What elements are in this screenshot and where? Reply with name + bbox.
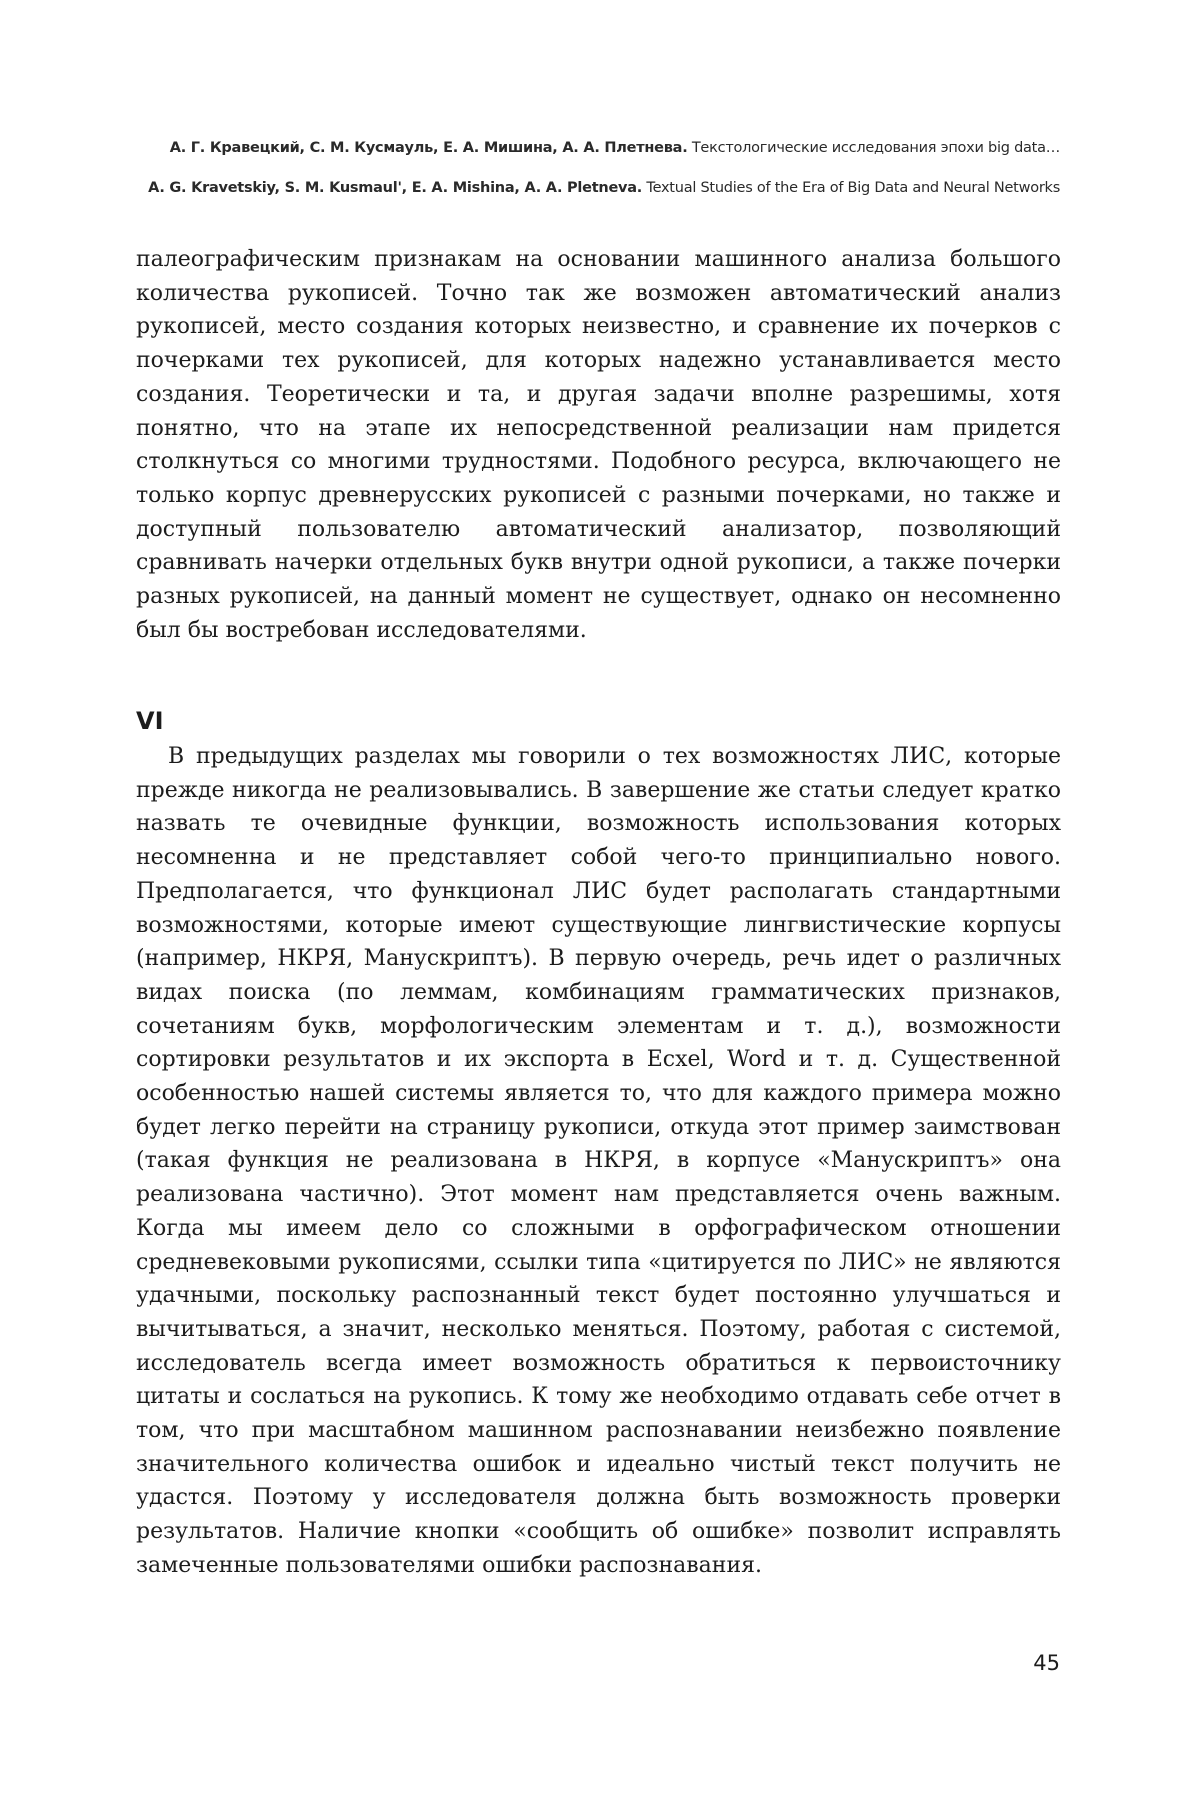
- continued-paragraph: палеографическим признакам на основании машинного анализа большого количества рукописей. Точно так же возможен автоматический анализ рукописей, место создания которых неизвестно, и сравнение их почерков с почерками тех рукописей, для которых надежно устанавливается место создания. Теоретически и та, и другая задачи вполне разрешимы, хотя понятно, что на этапе их непосредственной реализации нам придется столкнуться со многими трудностями. Подобного ресурса, включающего не только корпус древнерусских рукописей с разными почерками, но также и доступный пользователю автоматический анализатор, позволяющий сравнивать начерки отдельных букв внутри одной рукописи, а также почерки разных рукописей, на данный момент не существует, однако он несомненно был бы востребован исследователями.: [136, 247, 1061, 643]
- running-head-ru-authors: А. Г. Кравецкий, С. М. Кусмауль, Е. А. Мишина, А. А. Плетнева.: [169, 140, 688, 156]
- section-heading: VI: [136, 707, 164, 735]
- section-body: [136, 740, 1061, 1583]
- running-head-en-authors: A. G. Kravetskiy, S. M. Kusmaul', E. A. Mishina, A. A. Pletneva.: [148, 180, 643, 196]
- page-number: 45: [1033, 1651, 1060, 1675]
- section-paragraph: В предыдущих разделах мы говорили о тех возможностях ЛИС, которые прежде никогда не реализовывались. В завершение же статьи следует кратко назвать те очевидные функции, возможность использования которых несомненна и не представляет собой чего-то принципиально нового. Предполагается, что функционал ЛИС будет располагать стандартными возможностями, которые имеют существующие лингвистические корпусы (например, НКРЯ, Манускриптъ). В первую очередь, речь идет о различных видах поиска (по леммам, комбинациям грамматических признаков, сочетаниям букв, морфологическим элементам и т. д.), возможности сортировки результатов и их экспорта в Ecxel, Word и т. д. Существенной особенностью нашей системы является то, что для каждого примера можно будет легко перейти на страницу рукописи, откуда этот пример заимствован (такая функция не реализована в НКРЯ, в корпусе «Манускриптъ» она реализована частично). Этот момент нам представляется очень важным. Когда мы имеем дело со сложными в орфографическом отношении средневековыми рукописями, ссылки типа «цитируется по ЛИС» не являются удачными, поскольку распознанный текст будет постоянно улучшаться и вычитываться, а значит, несколько меняться. Поэтому, работая с системой, исследователь всегда имеет возможность обратиться к первоисточнику цитаты и сослаться на рукопись. К тому же необходимо отдавать себе отчет в том, что при масштабном машинном распознавании неизбежно появление значительного количества ошибок и идеально чистый текст получить не удастся. Поэтому у исследователя должна быть возможность проверки результатов. Наличие кнопки «сообщить об ошибке» позволит исправлять замеченные пользователями ошибки распознавания.: [136, 744, 1061, 1578]
- running-head-en-title: Textual Studies of the Era of Big Data and Neural Networks: [646, 180, 1060, 196]
- running-head-ru-title: Текстологические исследования эпохи big data…: [691, 140, 1060, 156]
- running-head-en: [120, 168, 1060, 208]
- running-head: [120, 128, 1060, 208]
- continued-paragraph-block: [136, 243, 1061, 647]
- running-head-ru: [120, 128, 1060, 168]
